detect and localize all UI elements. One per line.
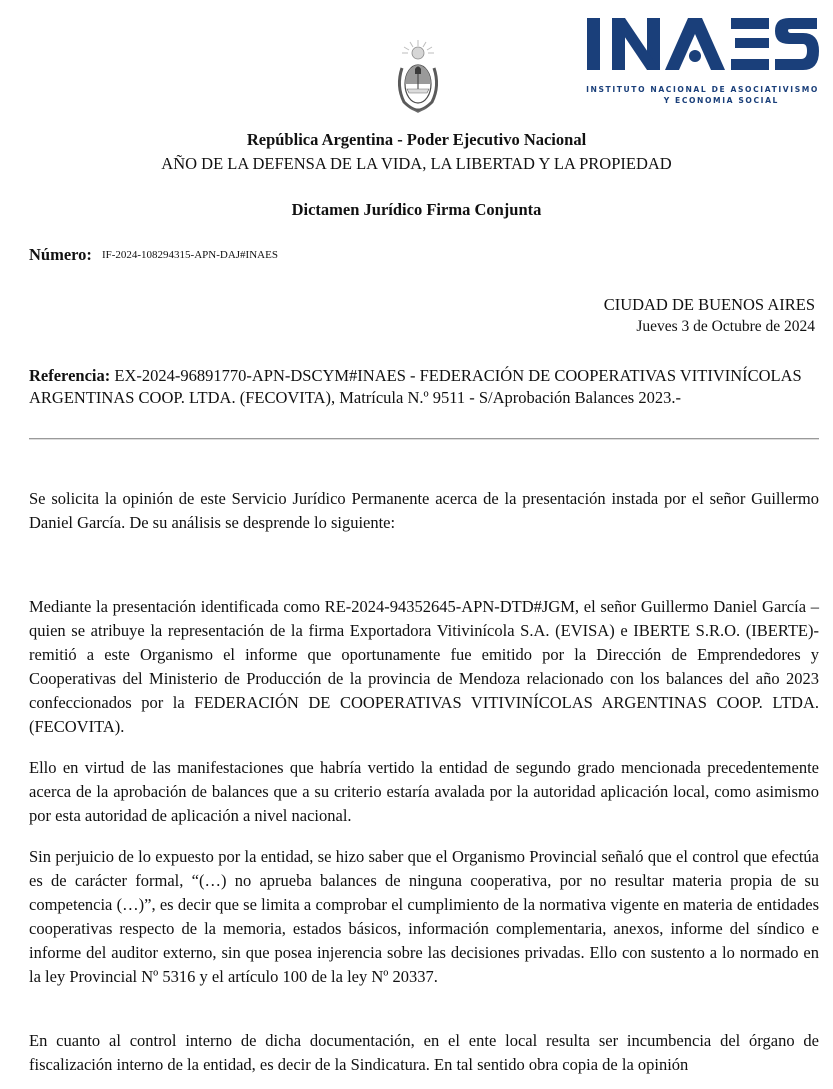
referencia-label: Referencia: xyxy=(29,366,111,385)
body-paragraph-5: En cuanto al control interno de dicha documentación, en el ente local resulta ser incumbencia del órgano de fiscalización interno de la entidad, es decir de la Sindicatura. En tal sentido obra copia de la opinión xyxy=(29,1031,819,1074)
divider xyxy=(29,438,819,440)
numero-row xyxy=(29,245,278,265)
header-anio: AÑO DE LA DEFENSA DE LA VIDA, LA LIBERTAD Y LA PROPIEDAD xyxy=(161,154,672,173)
numero-label: Número: xyxy=(29,245,92,264)
body-paragraph-4: Sin perjuicio de lo expuesto por la entidad, se hizo saber que el Organismo Provincial señaló que el control que efectúa es de carácter formal, “(…) no aprueba balances de ninguna cooperativa, por no resultar materia propia de su competencia (…)”, es decir que se limita a comprobar el cumplimiento de la normativa vigente en materia de entidades cooperativas respecto de la memoria, estados básicos, información complementaria, anexos, informe del síndico e informe del auditor externo, sin que posea injerencia sobre las decisiones privadas. Ello con sustento a lo normado en la ley Provincial Nº 5316 y el artículo 100 de la ley Nº 20337. xyxy=(29,847,819,986)
inaes-subtitle-line2: Y ECONOMIA SOCIAL xyxy=(663,96,779,105)
referencia-block xyxy=(29,365,809,408)
date: Jueves 3 de Octubre de 2024 xyxy=(636,318,815,335)
body-paragraph-3: Ello en virtud de las manifestaciones que habría vertido la entidad de segundo grado mencionada precedentemente acerca de la aprobación de balances que a su criterio estaría avalada por la autoridad aplicación local, como asimismo por esta autoridad de aplicación a nivel nacional. xyxy=(29,758,819,825)
inaes-subtitle-line1: INSTITUTO NACIONAL DE ASOCIATIVISMO xyxy=(586,85,819,94)
referencia-text: EX-2024-96891770-APN-DSCYM#INAES - FEDERACIÓN DE COOPERATIVAS VITIVINÍCOLAS ARGENTINAS COOP. LTDA. (FECOVITA), Matrícula N.º 9511 - S/Aprobación Balances 2023.- xyxy=(29,366,802,407)
body-paragraph-1: Se solicita la opinión de este Servicio Jurídico Permanente acerca de la presentación instada por el señor Guillermo Daniel García. De su análisis se desprende lo siguiente: xyxy=(29,489,819,532)
city: CIUDAD DE BUENOS AIRES xyxy=(603,295,815,314)
inaes-wordmark-icon xyxy=(585,14,821,72)
argentina-coat-of-arms-icon xyxy=(394,38,442,116)
body-paragraph-2: Mediante la presentación identificada como RE-2024-94352645-APN-DTD#JGM, el señor Guillermo Daniel García –quien se atribuye la representación de la firma Exportadora Vitivinícola S.A. (EVISA) e IBERTE S.R.O. (IBERTE)- remitió a este Organismo el informe que oportunamente fue emitido por la Dirección de Emprendedores y Cooperativas del Ministerio de Producción de la provincia de Mendoza relacionado con los balances del año 2023 confeccionados por la FEDERACIÓN DE COOPERATIVAS VITIVINÍCOLAS ARGENTINAS COOP. LTDA. (FECOVITA). xyxy=(29,597,819,736)
document-type-title: Dictamen Jurídico Firma Conjunta xyxy=(291,200,542,219)
header-republica: República Argentina - Poder Ejecutivo Nacional xyxy=(246,130,587,149)
numero-value: IF-2024-108294315-APN-DAJ#INAES xyxy=(101,249,278,261)
inaes-logo xyxy=(585,14,825,106)
